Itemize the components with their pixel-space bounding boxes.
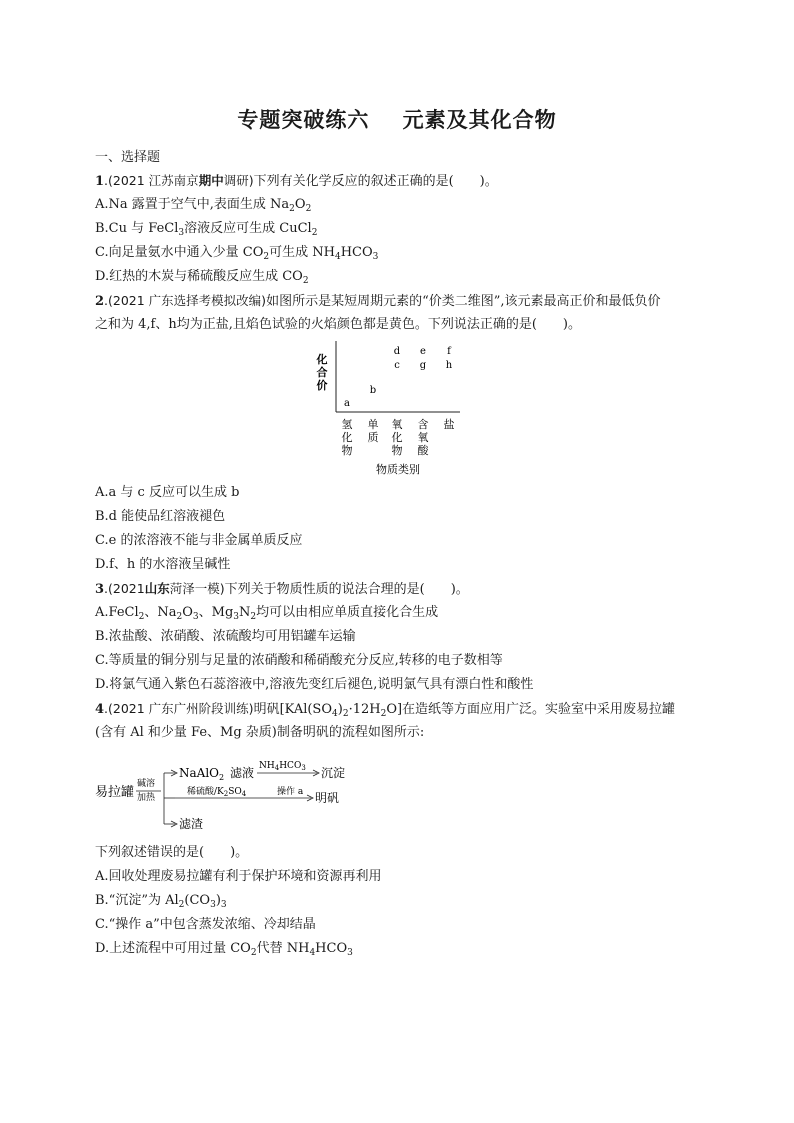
flow-cond-2: 加热: [137, 793, 156, 803]
chart-point-c: c: [394, 360, 400, 371]
category-label-char: 单: [367, 418, 379, 431]
question-4-option-d: D.上述流程中可用过量 $CO_2$代替 $NH_4HCO_3$: [95, 941, 353, 958]
svg-text:NH4HCO3: $NH_4HCO_3$: [259, 761, 306, 772]
question-4-stem: 4.(2021 广东广州阶段训练)明矾$[KAl(SO_4)_2\cdot 12H_2O]$在造纸等方面应用广泛。实验室中采用废易拉罐: [95, 701, 676, 719]
flow-precipitate: 沉淀: [321, 766, 346, 780]
y-axis-label-char: 价: [316, 379, 328, 392]
question-2-option-a: A.a 与 c 反应可以生成 b: [95, 485, 240, 500]
question-1-stem: 1.(2021 江苏南京期中调研)下列有关化学反应的叙述正确的是( )。: [95, 173, 498, 189]
category-label-char: 化: [341, 431, 353, 444]
question-4-stem-cont: (含有 Al 和少量 Fe、Mg 杂质)制备明矾的流程如图所示:: [95, 725, 425, 740]
flow-residue: 滤渣: [179, 817, 204, 831]
y-axis-label-char: 合: [316, 366, 328, 379]
x-axis-label: 物质类别: [376, 463, 420, 476]
category-label-char: 物: [341, 444, 353, 457]
y-axis-label-char: 化: [316, 353, 328, 366]
question-number: 1: [95, 174, 105, 189]
question-3-option-a: A.FeCl$_2$、$Na_2O_3$、$Mg_3N_2$均可以由相应单质直接化合生成: [95, 605, 439, 622]
chart-point-d: d: [393, 346, 401, 357]
category-label-char: 物: [391, 444, 403, 457]
question-4-ask: 下列叙述错误的是( )。: [95, 845, 249, 860]
flow-filtrate: 滤液: [230, 766, 255, 780]
category-label-char: 酸: [417, 444, 429, 457]
category-label-char: 化: [391, 431, 403, 444]
question-2-option-d: D.f、h 的水溶液呈碱性: [95, 557, 231, 572]
question-1-option-d: D.红热的木炭与稀硫酸反应生成 $CO_2$: [95, 269, 309, 286]
flow-cond-1: 碱溶: [137, 779, 156, 789]
question-2-option-b: B.d 能使品红溶液褪色: [95, 509, 226, 524]
flow-alum: 明矾: [315, 791, 340, 805]
category-label-char: 含: [417, 418, 429, 431]
question-3-stem: 3.(2021山东菏泽一模)下列关于物质性质的说法合理的是( )。: [95, 581, 469, 597]
question-3-option-c: C.等质量的铜分别与足量的浓硝酸和稀硝酸充分反应,转移的电子数相等: [95, 653, 503, 668]
question-3-option-b: B.浓盐酸、浓硝酸、浓硫酸均可用铝罐车运输: [95, 629, 356, 644]
page-title: 专题突破练六 元素及其化合物: [237, 108, 557, 132]
question-4-option-a: A.回收处理废易拉罐有利于保护环境和资源再利用: [95, 869, 382, 884]
chart-point-h: h: [445, 360, 453, 371]
category-labels: [342, 417, 455, 457]
question-4-option-b: B.“沉淀”为 $Al_2(CO_3)_3$: [95, 893, 227, 910]
category-label-char: 氧: [417, 431, 429, 444]
chart-point-f: f: [447, 346, 451, 357]
chart-point-a: a: [344, 398, 350, 409]
chart-point-b: b: [369, 385, 377, 396]
question-1-option-a: A.Na 露置于空气中,表面生成 $Na_2O_2$: [95, 197, 312, 214]
chart-point-e: e: [420, 346, 426, 357]
y-axis-label: [316, 352, 328, 392]
question-1-option-b: B.Cu 与 FeCl$_3$溶液反应可生成 CuCl$_2$: [95, 221, 318, 238]
flow-start: 易拉罐: [95, 785, 135, 800]
category-label-char: 氢: [341, 418, 353, 431]
category-label-char: 盐: [443, 418, 455, 431]
category-label-char: 质: [367, 431, 379, 444]
question-3-option-d: D.将氯气通入紫色石蕊溶液中,溶液先变红后褪色,说明氯气具有漂白性和酸性: [95, 677, 534, 692]
svg-text:NaAlO2: NaAlO$_2$: [179, 766, 225, 782]
chart-point-g: g: [419, 360, 427, 371]
question-2-option-c: C.e 的浓溶液不能与非金属单质反应: [95, 533, 303, 548]
chart-points: [344, 346, 453, 409]
question-2-stem: 2.(2021 广东选择考模拟改编)如图所示是某短周期元素的“价类二维图”,该元素最高正价和最低负价: [95, 293, 661, 309]
question-2-stem-cont: 之和为 4,f、h均为正盐,且焰色试验的火焰颜色都是黄色。下列说法正确的是( )。: [95, 317, 581, 332]
svg-text:稀硫酸/K2SO4: 稀硫酸$/K_2SO_4$: [187, 787, 247, 798]
flow-operation: 操作 a: [277, 787, 304, 797]
category-label-char: 氧: [391, 418, 403, 431]
valence-class-chart: [300, 335, 490, 480]
question-1-option-c: C.向足量氨水中通入少量 $CO_2$可生成 $NH_4HCO_3$: [95, 245, 379, 262]
alum-process-flowchart: [95, 756, 365, 832]
question-4-option-c: C.“操作 a”中包含蒸发浓缩、冷却结晶: [95, 917, 316, 932]
section-heading: 一、选择题: [95, 150, 161, 165]
